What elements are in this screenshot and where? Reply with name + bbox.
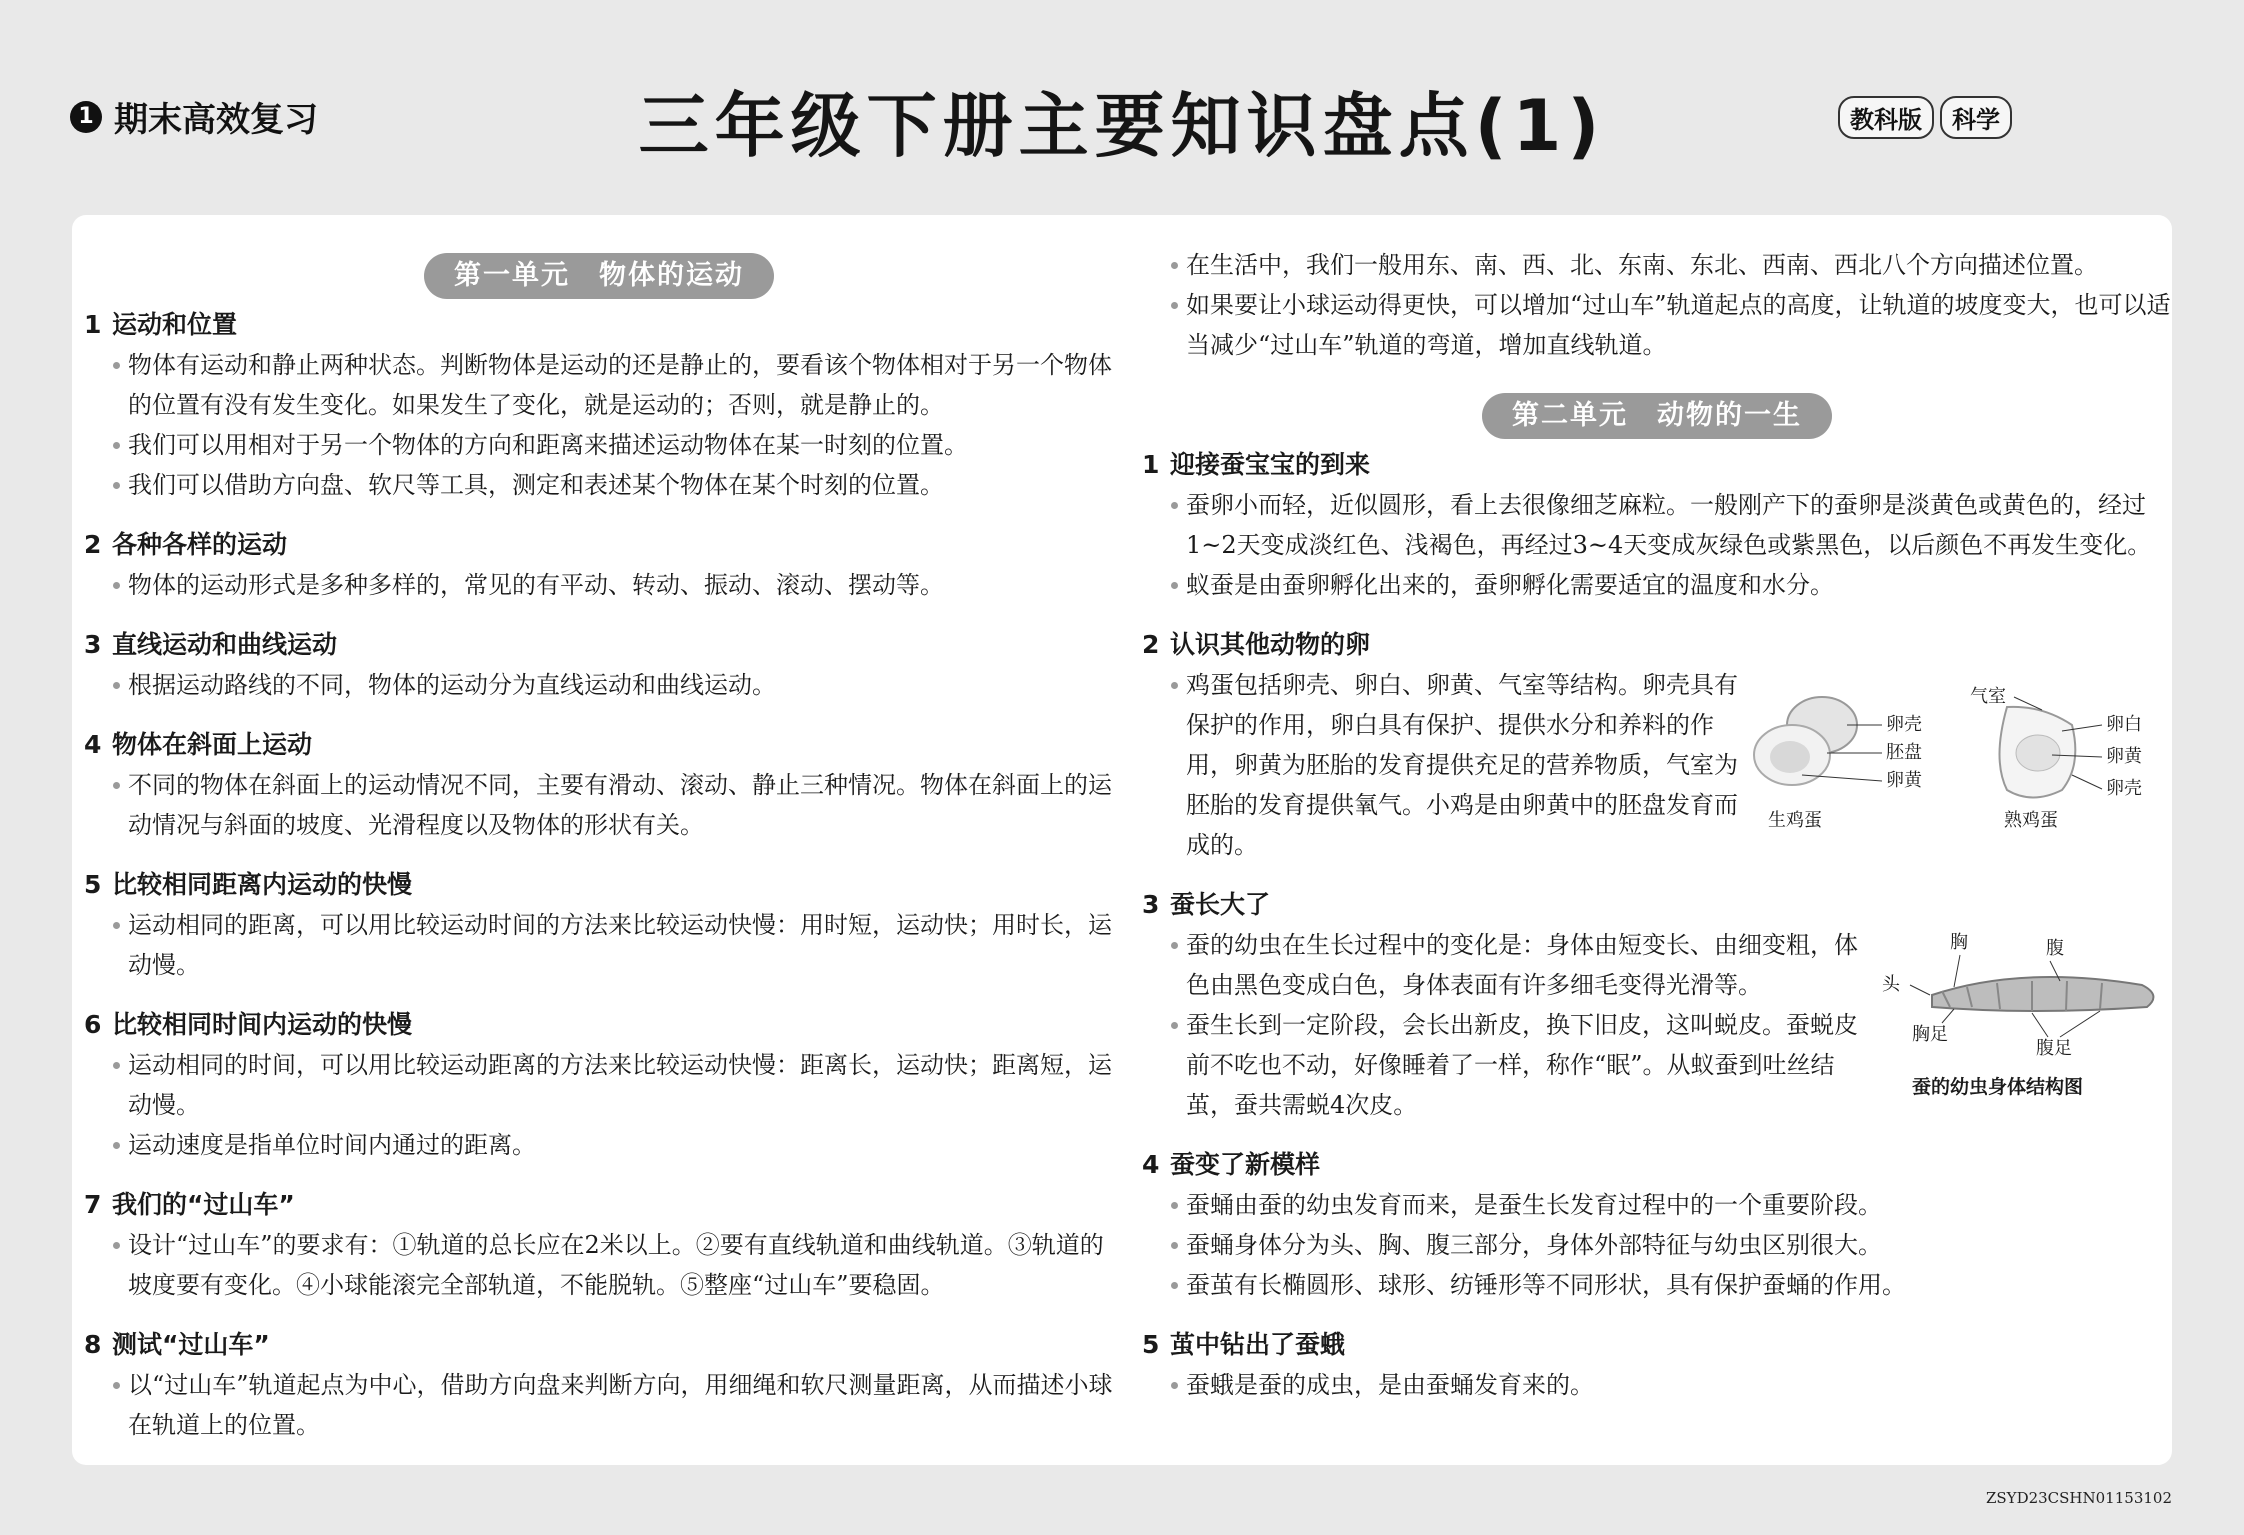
section-num: 8 <box>84 1330 102 1359</box>
page-title: 三年级下册主要知识盘点(1) <box>638 85 1606 167</box>
section-title <box>1142 885 2172 925</box>
raw-egg-label: 卵黄 <box>1886 770 1922 791</box>
section-title <box>1142 625 2172 665</box>
section-num: 7 <box>84 1190 102 1219</box>
section-heading: 茧中钻出了蚕蛾 <box>1170 1330 1346 1359</box>
abdomen-label: 腹 <box>2046 938 2064 959</box>
edition-badges <box>1838 96 2012 139</box>
unit2-section-4 <box>1142 1145 2172 1305</box>
bullet-text: 运动相同的时间，可以用比较运动距离的方法来比较运动快慢：距离长，运动快；距离短，运动慢。 <box>84 1045 1114 1125</box>
section-num: 6 <box>84 1010 102 1039</box>
section-num: 3 <box>84 630 102 659</box>
section-tag-label: 期末高效复习 <box>114 100 318 140</box>
section-heading: 蚕长大了 <box>1170 890 1271 919</box>
cooked-egg-label: 卵白 <box>2106 714 2142 735</box>
bullet-text: 在生活中，我们一般用东、南、西、北、东南、东北、西南、西北八个方向描述位置。 <box>1142 245 2172 285</box>
cooked-egg-label: 卵壳 <box>2106 778 2142 799</box>
left-column <box>84 215 1114 1445</box>
right-column <box>1142 215 2172 1405</box>
bullet-text: 蚁蚕是由蚕卵孵化出来的，蚕卵孵化需要适宜的温度和水分。 <box>1142 565 2172 605</box>
silkworm-text <box>1142 925 1872 1125</box>
section-heading: 比较相同距离内运动的快慢 <box>112 870 413 899</box>
section-title <box>84 1185 1114 1225</box>
bullet-text: 蚕蛾是蚕的成虫，是由蚕蛹发育来的。 <box>1142 1365 2172 1405</box>
unit1-section-4 <box>84 725 1114 845</box>
unit2-section-5 <box>1142 1325 2172 1405</box>
chest-feet-label: 胸足 <box>1912 1024 1948 1045</box>
bullet-text: 鸡蛋包括卵壳、卵白、卵黄、气室等结构。卵壳具有保护的作用，卵白具有保护、提供水分和养料的作用，卵黄为胚胎的发育提供充足的营养物质，气室为胚胎的发育提供氧气。小鸡是由卵黄中的胚盘发育而成的。 <box>1142 665 1742 865</box>
unit1-section-5 <box>84 865 1114 985</box>
unit2-banner: 第二单元 动物的一生 <box>1482 393 1832 439</box>
section-num: 4 <box>1142 1150 1160 1179</box>
unit1-section-1 <box>84 305 1114 505</box>
bullet-text: 运动速度是指单位时间内通过的距离。 <box>84 1125 1114 1165</box>
cooked-egg-caption: 熟鸡蛋 <box>2004 810 2058 831</box>
unit1-section-3 <box>84 625 1114 705</box>
section-heading: 蚕变了新模样 <box>1170 1150 1321 1179</box>
section-heading: 认识其他动物的卵 <box>1170 630 1371 659</box>
unit1-section-7 <box>84 1185 1114 1305</box>
cooked-egg-label: 卵黄 <box>2106 746 2142 767</box>
raw-egg-label: 卵壳 <box>1886 714 1922 735</box>
section-title <box>1142 1145 2172 1185</box>
section-title <box>84 625 1114 665</box>
bullet-text: 根据运动路线的不同，物体的运动分为直线运动和曲线运动。 <box>84 665 1114 705</box>
bullet-text: 蚕蛹身体分为头、胸、腹三部分，身体外部特征与幼虫区别很大。 <box>1142 1225 2172 1265</box>
content-panel <box>72 215 2172 1465</box>
section-num: 1 <box>84 310 102 339</box>
section-num: 2 <box>1142 630 1160 659</box>
unit2-section-3 <box>1142 885 2172 1125</box>
silkworm-figure <box>1872 925 2172 1098</box>
section-number: 1 <box>70 101 102 133</box>
bullet-text: 我们可以借助方向盘、软尺等工具，测定和表述某个物体在某个时刻的位置。 <box>84 465 1114 505</box>
bullet-text: 如果要让小球运动得更快，可以增加“过山车”轨道起点的高度，让轨道的坡度变大，也可以适当减少“过山车”轨道的弯道，增加直线轨道。 <box>1142 285 2172 365</box>
section-heading: 测试“过山车” <box>112 1330 270 1359</box>
bullet-text: 蚕蛹由蚕的幼虫发育而来，是蚕生长发育过程中的一个重要阶段。 <box>1142 1185 2172 1225</box>
raw-egg-caption: 生鸡蛋 <box>1768 810 1822 831</box>
footer-code: ZSYD23CSHN01153102 <box>1985 1489 2172 1507</box>
section-title <box>1142 1325 2172 1365</box>
section-title <box>84 1325 1114 1365</box>
section-heading: 运动和位置 <box>112 310 238 339</box>
section-num: 1 <box>1142 450 1160 479</box>
bullet-text: 物体有运动和静止两种状态。判断物体是运动的还是静止的，要看该个物体相对于另一个物体的位置有没有发生变化。如果发生了变化，就是运动的；否则，就是静止的。 <box>84 345 1114 425</box>
section-title <box>84 305 1114 345</box>
silkworm-block <box>1142 925 2172 1125</box>
bullet-text: 我们可以用相对于另一个物体的方向和距离来描述运动物体在某一时刻的位置。 <box>84 425 1114 465</box>
bullet-text: 蚕卵小而轻，近似圆形，看上去很像细芝麻粒。一般刚产下的蚕卵是淡黄色或黄色的，经过1~2天变成淡红色、浅褐色，再经过3~4天变成灰绿色或紫黑色，以后颜色不再发生变化。 <box>1142 485 2172 565</box>
section-title <box>1142 445 2172 485</box>
section-heading: 比较相同时间内运动的快慢 <box>112 1010 413 1039</box>
unit2-section-2 <box>1142 625 2172 865</box>
section-num: 4 <box>84 730 102 759</box>
section-num: 3 <box>1142 890 1160 919</box>
egg-block <box>1142 665 2172 865</box>
bullet-text: 蚕生长到一定阶段，会长出新皮，换下旧皮，这叫蜕皮。蚕蜕皮前不吃也不动，好像睡着了一样，称作“眠”。从蚁蚕到吐丝结茧，蚕共需蜕4次皮。 <box>1142 1005 1872 1125</box>
section-heading: 迎接蚕宝宝的到来 <box>1170 450 1371 479</box>
bullet-text: 运动相同的距离，可以用比较运动时间的方法来比较运动快慢：用时短，运动快；用时长，运动慢。 <box>84 905 1114 985</box>
section-title <box>84 525 1114 565</box>
unit1-section-2 <box>84 525 1114 605</box>
section-heading: 各种各样的运动 <box>112 530 288 559</box>
section-title <box>84 865 1114 905</box>
chest-label: 胸 <box>1950 932 1968 953</box>
section-title <box>84 1005 1114 1045</box>
bullet-text: 蚕的幼虫在生长过程中的变化是：身体由短变长、由细变粗，体色由黑色变成白色，身体表面有许多细毛变得光滑等。 <box>1142 925 1872 1005</box>
edition-badge: 教科版 <box>1838 96 1934 139</box>
raw-egg-label: 胚盘 <box>1886 742 1922 763</box>
section-num: 5 <box>84 870 102 899</box>
egg-figure <box>1742 665 2172 865</box>
section-heading: 直线运动和曲线运动 <box>112 630 338 659</box>
cooked-egg-label: 气室 <box>1970 686 2006 707</box>
bullet-text: 以“过山车”轨道起点为中心，借助方向盘来判断方向，用细绳和软尺测量距离，从而描述小球在轨道上的位置。 <box>84 1365 1114 1445</box>
section-heading: 物体在斜面上运动 <box>112 730 313 759</box>
bullet-text: 设计“过山车”的要求有：①轨道的总长应在2米以上。②要有直线轨道和曲线轨道。③轨道的坡度要有变化。④小球能滚完全部轨道，不能脱轨。⑤整座“过山车”要稳固。 <box>84 1225 1114 1305</box>
section-heading: 我们的“过山车” <box>112 1190 295 1219</box>
section-num: 2 <box>84 530 102 559</box>
bullet-text: 物体的运动形式是多种多样的，常见的有平动、转动、振动、滚动、摆动等。 <box>84 565 1114 605</box>
section-num: 5 <box>1142 1330 1160 1359</box>
head-label: 头 <box>1882 974 1900 995</box>
unit1-banner: 第一单元 物体的运动 <box>424 253 774 299</box>
silkworm-caption: 蚕的幼虫身体结构图 <box>1912 1076 2084 1098</box>
unit1-section-8 <box>84 1325 1114 1445</box>
abdomen-feet-label: 腹足 <box>2036 1038 2072 1059</box>
unit1-section-6 <box>84 1005 1114 1165</box>
section-title <box>84 725 1114 765</box>
unit2-section-1 <box>1142 445 2172 605</box>
bullet-text: 不同的物体在斜面上的运动情况不同，主要有滑动、滚动、静止三种情况。物体在斜面上的运动情况与斜面的坡度、光滑程度以及物体的形状有关。 <box>84 765 1114 845</box>
subject-badge: 科学 <box>1940 96 2012 139</box>
bullet-text: 蚕茧有长椭圆形、球形、纺锤形等不同形状，具有保护蚕蛹的作用。 <box>1142 1265 2172 1305</box>
